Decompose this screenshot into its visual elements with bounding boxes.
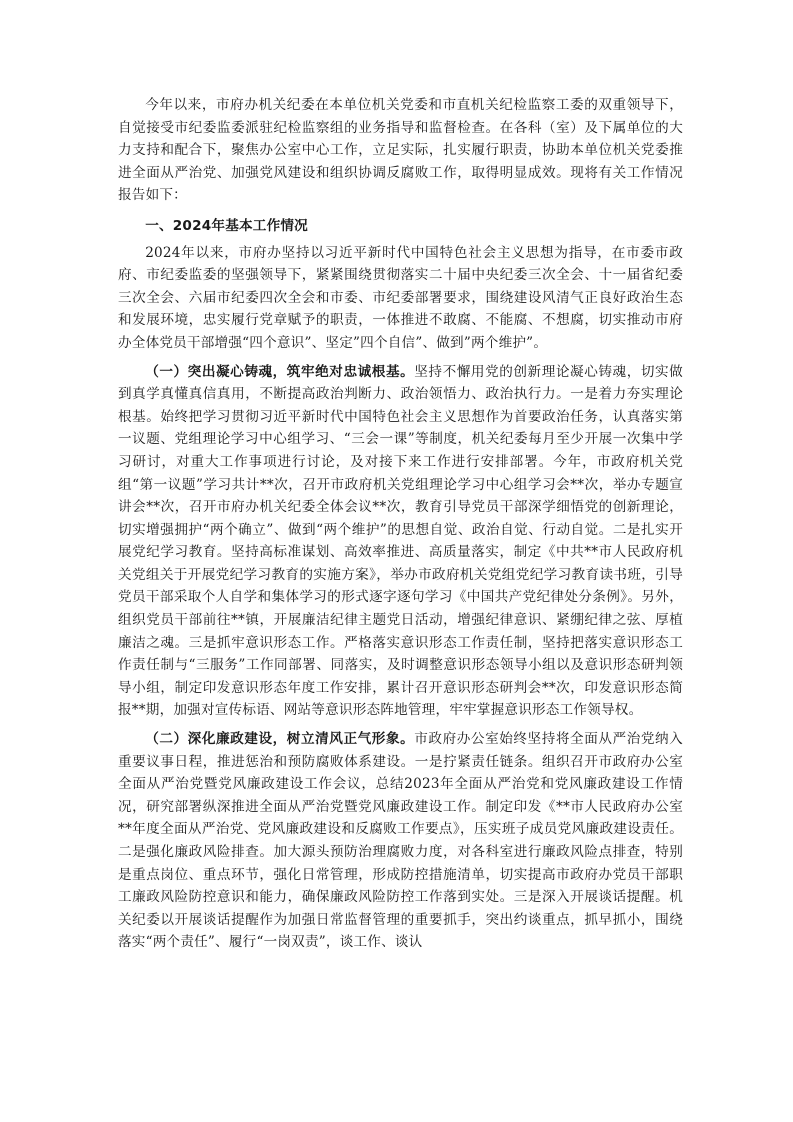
subsection-2-heading: （二）深化廉政建设，树立清风正气形象。	[145, 731, 415, 748]
document-body	[118, 94, 683, 954]
section-1-paragraph: 2024年以来，市府办坚持以习近平新时代中国特色社会主义思想为指导，在市委市政府、市纪委监委的坚强领导下，紧紧围绕贯彻落实二十届中央纪委三次全会、十一届省纪委三次全会、六届市纪委四次全会和市委、市纪委部署要求，围绕建设风清气正良好政治生态和发展环境，忠实履行党章赋予的职责，一体推进不敢腐、不能腐、不想腐，切实推动市府办全体党员干部增强“四个意识”、坚定”四个自信”、做到”两个维护”。	[118, 244, 683, 351]
subsection-2-paragraph	[118, 728, 683, 954]
subsection-1-body: 坚持不懈用党的创新理论凝心铸魂，切实做到真学真懂真信真用，不断提高政治判断力、政治领悟力、政治执行力。一是着力夯实理论根基。始终把学习贯彻习近平新时代中国特色社会主义思想作为首要政治任务，认真落实第一议题、党组理论学习中心组学习、“三会一课”等制度，机关纪委每月至少开展一次集中学习研讨，对重大工作事项进行讨论，及对接下来工作进行安排部署。今年，市政府机关党组“第一议题”学习共计**次，召开市政府机关党组理论学习中心组学习会**次，举办专题宣讲会**次，召开市府办机关纪委全体会议**次，教育引导党员干部深学细悟党的创新理论，切实增强拥护“两个确立”、做到“两个维护”的思想自觉、政治自觉、行动自觉。二是扎实开展党纪学习教育。坚持高标准谋划、高效率推进、高质量落实，制定《中共**市人民政府机关党组关于开展党纪学习教育的实施方案》，举办市政府机关党组党纪学习教育读书班，引导党员干部采取个人自学和集体学习的形式逐字逐句学习《中国共产党纪律处分条例》。另外，组织党员干部前往**镇，开展廉洁纪律主题党日活动，增强纪律意识、紧绷纪律之弦、厚植廉洁之魂。三是抓牢意识形态工作。严格落实意识形态工作责任制，坚持把落实意识形态工作责任制与“三服务”工作同部署、同落实，及时调整意识形态领导小组以及意识形态研判领导小组，制定印发意识形态年度工作安排，累计召开意识形态研判会**次，印发意识形态简报**期，加强对宣传标语、网站等意识形态阵地管理，牢牢掌握意识形态工作领导权。	[118, 363, 683, 719]
section-heading-1: 一、2024年基本工作情况	[145, 217, 308, 234]
intro-paragraph: 今年以来，市府办机关纪委在本单位机关党委和市直机关纪检监察工委的双重领导下，自觉接受市纪委监委派驻纪检监察组的业务指导和监督检查。在各科（室）及下属单位的大力支持和配合下，聚焦办公室中心工作，立足实际，扎实履行职责，协助本单位机关党委推进全面从严治党、加强党风建设和组织协调反腐败工作，取得明显成效。现将有关工作情况报告如下：	[118, 97, 683, 204]
subsection-2-body: 市政府办公室始终坚持将全面从严治党纳入重要议事日程，推进惩治和预防腐败体系建设。一是拧紧责任链条。组织召开市政府办公室全面从严治党暨党风廉政建设工作会议，总结2023年全面从严治党和党风廉政建设工作情况，研究部署纵深推进全面从严治党暨党风廉政建设工作。制定印发《**市人民政府办公室**年度全面从严治党、党风廉政建设和反腐败工作要点》，压实班子成员党风廉政建设责任。二是强化廉政风险排查。加大源头预防治理腐败力度，对各科室进行廉政风险点排查，特别是重点岗位、重点环节，强化日常管理，形成防控措施清单，切实提高市政府办党员干部职工廉政风险防控意识和能力，确保廉政风险防控工作落到实处。三是深入开展谈话提醒。机关纪委以开展谈话提醒作为加强日常监督管理的重要抓手，突出约谈重点，抓早抓小，围绕落实“两个责任”、履行“一岗双责”，谈工作、谈认	[118, 731, 683, 951]
subsection-1-paragraph	[118, 361, 683, 723]
subsection-1-heading: （一）突出凝心铸魂，筑牢绝对忠诚根基。	[145, 363, 415, 380]
